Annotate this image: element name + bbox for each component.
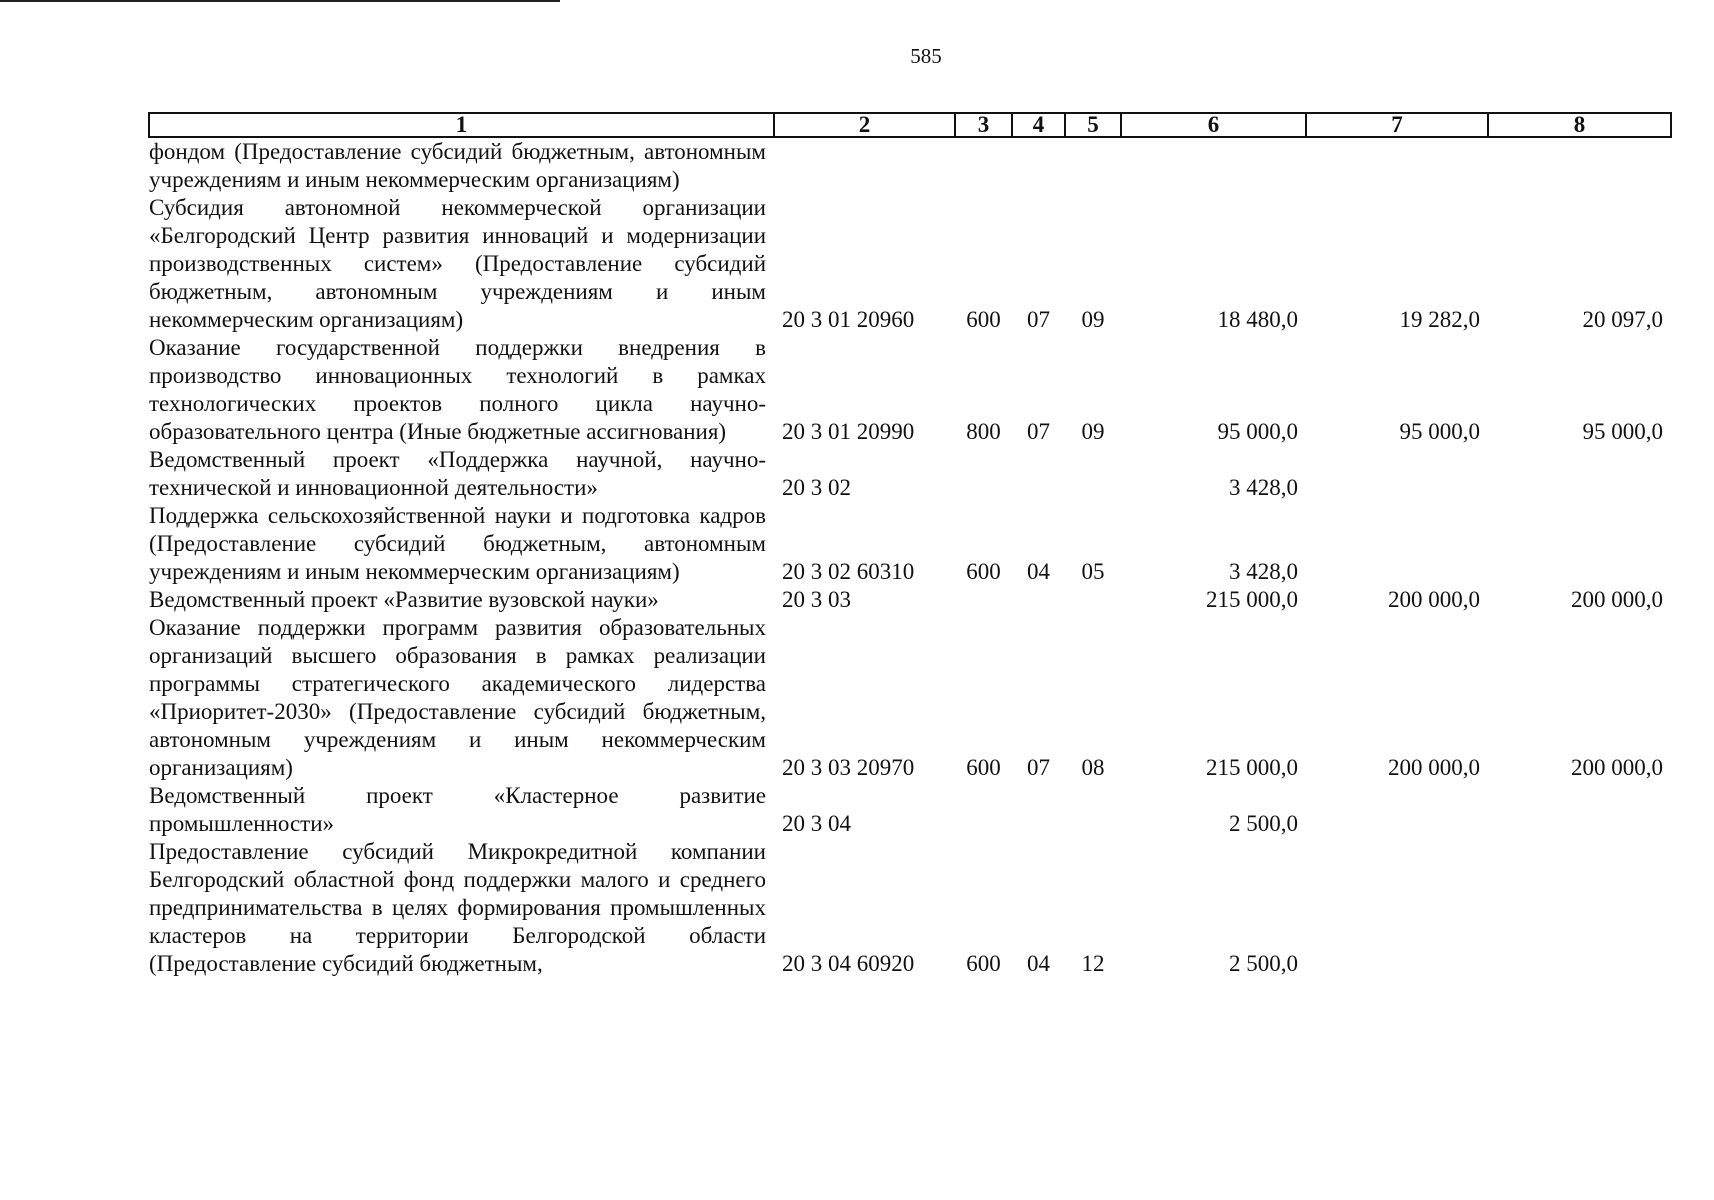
row-amount-col8: 200 000,0 [1571, 755, 1663, 780]
row-amount-col8: 20 097,0 [1582, 307, 1663, 332]
row-name: Предоставление субсидий Микрокредитной компании Белгородский областной фонд поддержки малого и среднего предпринимательства в целях формирования промышленных кластеров на территории Белгородской области (Предоставление субсидий бюджетным, [149, 839, 766, 976]
row-amount-col8 [1488, 838, 1671, 978]
row-kcsr-code: 20 3 01 20990 [782, 419, 915, 444]
table-row [149, 334, 1671, 446]
table-row [149, 586, 1671, 614]
table-row [149, 194, 1671, 334]
header-col-3: 3 [955, 113, 1012, 137]
row-kcsr-code: 20 3 03 20970 [782, 755, 915, 780]
row-subsection: 12 [1081, 951, 1105, 976]
table-row [149, 614, 1671, 782]
row-amount-col8 [1488, 782, 1671, 838]
row-amount-col8 [1488, 446, 1671, 502]
row-amount-col7: 200 000,0 [1388, 587, 1480, 612]
row-subsection [1065, 586, 1121, 614]
row-amount-col6 [1121, 137, 1306, 194]
row-subsection: 05 [1081, 559, 1105, 584]
row-amount-col8 [1488, 502, 1671, 586]
row-kcsr-code: 20 3 03 [782, 587, 851, 612]
row-kcsr-code [774, 137, 955, 194]
table-row [149, 502, 1671, 586]
table-row [149, 782, 1671, 838]
row-section: 04 [1027, 951, 1050, 976]
row-name: Оказание государственной поддержки внедрения в производство инновационных технологий в рамках технологических проектов полного цикла научно-образовательного центра (Иные бюджетные ассигнования) [149, 335, 766, 444]
row-kcsr-code: 20 3 02 60310 [782, 559, 915, 584]
row-subsection: 08 [1081, 755, 1105, 780]
row-expense-type: 600 [966, 559, 1001, 584]
row-section: 07 [1027, 307, 1050, 332]
table-row [149, 838, 1671, 978]
row-expense-type: 600 [966, 755, 1001, 780]
row-amount-col7 [1306, 137, 1488, 194]
header-col-5: 5 [1065, 113, 1121, 137]
row-name: Ведомственный проект «Развитие вузовской науки» [149, 587, 659, 612]
table-row [149, 137, 1671, 194]
row-amount-col8 [1488, 137, 1671, 194]
row-subsection [1065, 782, 1121, 838]
row-subsection: 09 [1081, 419, 1105, 444]
row-expense-type [955, 446, 1012, 502]
row-amount-col8: 200 000,0 [1571, 587, 1663, 612]
row-name: Поддержка сельскохозяйственной науки и подготовка кадров (Предоставление субсидий бюджетным, автономным учреждениям и иным некоммерческим организациям) [149, 503, 766, 584]
row-subsection [1065, 137, 1121, 194]
row-amount-col6: 18 480,0 [1217, 307, 1298, 332]
row-section [1012, 782, 1065, 838]
table-body [149, 137, 1671, 978]
row-amount-col6: 3 428,0 [1229, 475, 1298, 500]
row-expense-type: 600 [966, 951, 1001, 976]
row-expense-type: 800 [966, 419, 1001, 444]
row-amount-col6: 3 428,0 [1229, 559, 1298, 584]
row-expense-type [955, 586, 1012, 614]
row-amount-col6: 2 500,0 [1229, 811, 1298, 836]
header-col-7: 7 [1306, 113, 1488, 137]
top-edge-line [0, 0, 560, 2]
row-amount-col7 [1306, 782, 1488, 838]
page-number: 585 [910, 44, 942, 68]
table-row [149, 446, 1671, 502]
row-name: Оказание поддержки программ развития образовательных организаций высшего образования в рамках реализации программы стратегического академического лидерства «Приоритет-2030» (Предоставление субсидий бюджетным, автономным учреждениям и иным некоммерческим организациям) [149, 615, 766, 780]
row-amount-col7: 200 000,0 [1388, 755, 1480, 780]
row-name: Ведомственный проект «Поддержка научной, научно-технической и инновационной деятельности» [149, 447, 766, 500]
row-amount-col7 [1306, 446, 1488, 502]
row-amount-col7 [1306, 838, 1488, 978]
row-amount-col7 [1306, 502, 1488, 586]
header-col-2: 2 [774, 113, 955, 137]
row-expense-type: 600 [966, 307, 1001, 332]
header-col-6: 6 [1121, 113, 1306, 137]
row-kcsr-code: 20 3 04 [782, 811, 851, 836]
row-section [1012, 446, 1065, 502]
row-amount-col7: 95 000,0 [1399, 419, 1480, 444]
row-expense-type [955, 782, 1012, 838]
row-kcsr-code: 20 3 01 20960 [782, 307, 915, 332]
row-section: 04 [1027, 559, 1050, 584]
row-section: 07 [1027, 419, 1050, 444]
budget-table [148, 112, 1672, 978]
header-col-1: 1 [149, 113, 774, 137]
table-header [149, 113, 1671, 137]
row-section [1012, 137, 1065, 194]
row-subsection: 09 [1081, 307, 1105, 332]
row-amount-col6: 215 000,0 [1206, 587, 1298, 612]
row-kcsr-code: 20 3 02 [782, 475, 851, 500]
header-col-4: 4 [1012, 113, 1065, 137]
row-name: Ведомственный проект «Кластерное развитие промышленности» [149, 783, 766, 836]
row-kcsr-code: 20 3 04 60920 [782, 951, 915, 976]
row-amount-col6: 95 000,0 [1217, 419, 1298, 444]
row-subsection [1065, 446, 1121, 502]
row-section [1012, 586, 1065, 614]
row-amount-col7: 19 282,0 [1399, 307, 1480, 332]
row-amount-col6: 2 500,0 [1229, 951, 1298, 976]
row-amount-col8: 95 000,0 [1582, 419, 1663, 444]
header-row [149, 113, 1671, 137]
header-col-8: 8 [1488, 113, 1671, 137]
row-expense-type [955, 137, 1012, 194]
row-name: фондом (Предоставление субсидий бюджетным, автономным учреждениям и иным некоммерческим организациям) [149, 139, 766, 192]
row-amount-col6: 215 000,0 [1206, 755, 1298, 780]
row-name: Субсидия автономной некоммерческой организации «Белгородский Центр развития инноваций и модернизации производственных систем» (Предоставление субсидий бюджетным, автономным учреждениям и иным некоммерческим организациям) [149, 195, 766, 332]
row-section: 07 [1027, 755, 1050, 780]
